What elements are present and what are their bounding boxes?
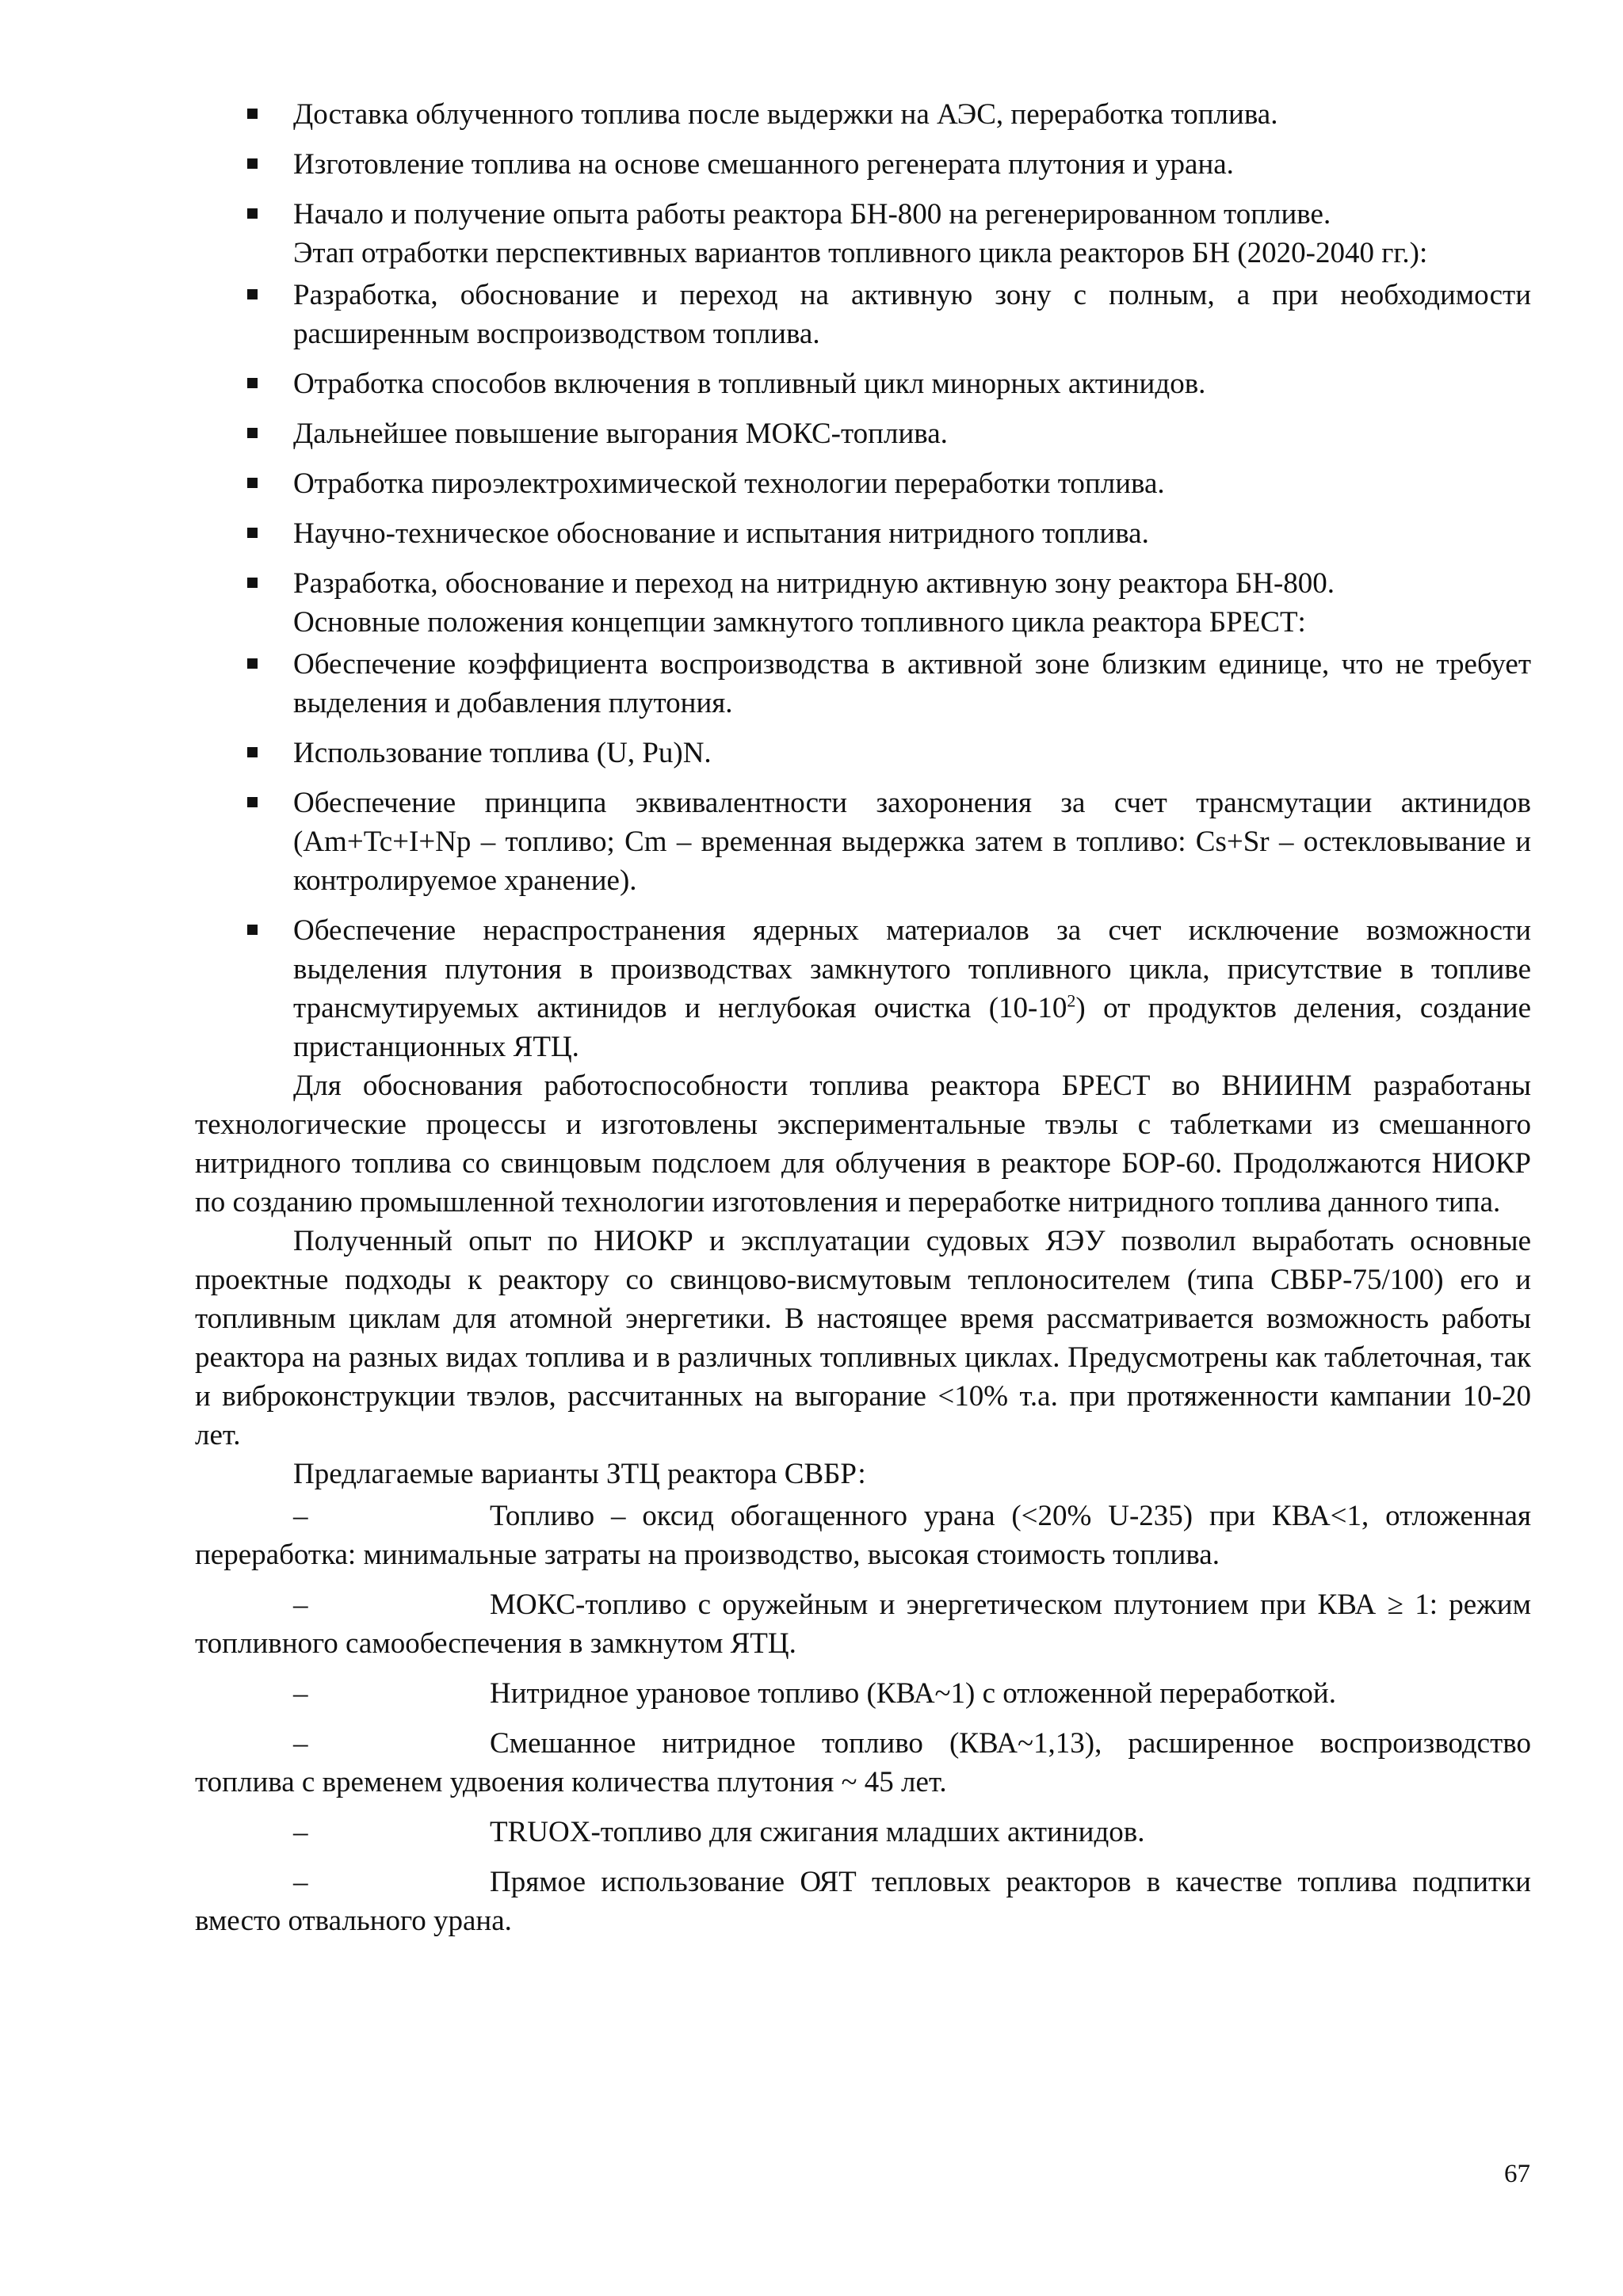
list-item: [195, 911, 1531, 1066]
list-item: [195, 645, 1531, 723]
list-item: [195, 364, 1531, 403]
dash-marker: –: [293, 1500, 308, 1532]
list-item: [195, 784, 1531, 900]
dash-list-item-text: Нитридное урановое топливо (КВА~1) с отложенной переработкой.: [490, 1677, 1336, 1710]
list-item-text: Разработка, обоснование и переход на активную зону с полным, а при необходимости расширенным воспроизводством топлива.: [293, 279, 1531, 350]
dash-list-item-text: TRUOX-топливо для сжигания младших актинидов.: [490, 1816, 1145, 1848]
square-bullet-icon: [247, 208, 258, 219]
square-bullet-icon: [247, 428, 258, 438]
dash-list-variants: [195, 1497, 1531, 1940]
dash-marker: –: [293, 1589, 308, 1621]
bullet-list-fuel-delivery: [195, 95, 1531, 234]
list-item-text: [293, 914, 1531, 1063]
square-bullet-icon: [247, 578, 258, 588]
list-item: [195, 514, 1531, 553]
paragraph-variants-heading: Предлагаемые варианты ЗТЦ реактора СВБР:: [293, 1458, 866, 1490]
document-page: [195, 95, 1531, 1951]
square-bullet-icon: [247, 658, 258, 669]
list-item: [195, 276, 1531, 353]
square-bullet-icon: [247, 478, 258, 488]
dash-list-item: [195, 1813, 1531, 1852]
square-bullet-icon: [247, 528, 258, 538]
dash-marker: –: [293, 1866, 308, 1898]
superscript: 2: [1067, 990, 1076, 1011]
list-item: [195, 145, 1531, 184]
dash-list-item: [195, 1863, 1531, 1940]
dash-list-item-text: Топливо – оксид обогащенного урана (<20% U-235) при КВА<1, отложенная переработка: минимальные затраты на производство, высокая стоимость топлива.: [195, 1500, 1531, 1571]
list-item-text: Отработка пироэлектрохимической технологии переработки топлива.: [293, 467, 1165, 500]
dash-list-item: [195, 1497, 1531, 1574]
dash-marker: –: [293, 1677, 308, 1710]
dash-list-item-text: Прямое использование ОЯТ тепловых реакторов в качестве топлива подпитки вместо отвального урана.: [195, 1866, 1531, 1937]
dash-list-item: [195, 1674, 1531, 1713]
list-item: [195, 564, 1531, 603]
list-item-text: Научно-техническое обоснование и испытания нитридного топлива.: [293, 517, 1149, 550]
list-item: [195, 734, 1531, 772]
dash-list-item: [195, 1724, 1531, 1802]
dash-list-item-text: Смешанное нитридное топливо (КВА~1,13), расширенное воспроизводство топлива с временем удвоения количества плутония ~ 45 лет.: [195, 1727, 1531, 1798]
dash-marker: –: [293, 1816, 308, 1848]
list-item: [195, 414, 1531, 453]
square-bullet-icon: [247, 747, 258, 757]
square-bullet-icon: [247, 289, 258, 299]
square-bullet-icon: [247, 109, 258, 119]
paragraph-stage-heading: Этап отработки перспективных вариантов топливного цикла реакторов БН (2020-2040 гг.):: [293, 237, 1428, 269]
square-bullet-icon: [247, 797, 258, 807]
list-item-text: Изготовление топлива на основе смешанного регенерата плутония и урана.: [293, 148, 1234, 181]
list-item-text: Разработка, обоснование и переход на нитридную активную зону реактора БН-800.: [293, 567, 1335, 600]
bullet-list-brest: [195, 645, 1531, 1066]
list-item-text-part: Обеспечение нераспространения ядерных материалов за счет исключение возможности выделения плутония в производствах замкнутого топливного цикла, присутствие в топливе трансмутируемых актинидов и неглубокая очистка (10-10: [293, 914, 1531, 1024]
square-bullet-icon: [247, 925, 258, 935]
list-item-text: Начало и получение опыта работы реактора БН-800 на регенерированном топливе.: [293, 198, 1331, 231]
list-item-text: Дальнейшее повышение выгорания МОКС-топлива.: [293, 418, 948, 450]
square-bullet-icon: [247, 378, 258, 388]
list-item: [195, 95, 1531, 134]
list-item-text: Отработка способов включения в топливный цикл минорных актинидов.: [293, 368, 1206, 400]
list-item-text: Обеспечение принципа эквивалентности захоронения за счет трансмутации актинидов (Am+Tc+I+Np – топливо; Cm – временная выдержка затем в топливо: Cs+Sr – остекловывание и контролируемое хранение).: [293, 787, 1531, 897]
list-item: [195, 195, 1531, 234]
bullet-list-bn-stage: [195, 276, 1531, 603]
dash-marker: –: [293, 1727, 308, 1760]
dash-list-item-text: МОКС-топливо с оружейным и энергетическом плутонием при КВА ≥ 1: режим топливного самообеспечения в замкнутом ЯТЦ.: [195, 1589, 1531, 1660]
page-number: 67: [1504, 2160, 1530, 2188]
paragraph-experience: Полученный опыт по НИОКР и эксплуатации судовых ЯЭУ позволил выработать основные проектные подходы к реактору со свинцово-висмутовым теплоносителем (типа СВБР-75/100) его и топливным циклам для атомной энергетики. В настоящее время рассматривается возможность работы реактора на разных видах топлива и в различных топливных циклах. Предусмотрены как таблеточная, так и виброконструкции твэлов, рассчитанных на выгорание <10% т.а. при протяженности кампании 10-20 лет.: [195, 1225, 1531, 1451]
list-item-text: Обеспечение коэффициента воспроизводства в активной зоне близким единице, что не требует выделения и добавления плутония.: [293, 648, 1531, 719]
dash-list-item: [195, 1585, 1531, 1663]
list-item: [195, 464, 1531, 503]
list-item-text: Доставка облученного топлива после выдержки на АЭС, переработка топлива.: [293, 98, 1278, 131]
square-bullet-icon: [247, 158, 258, 169]
paragraph-vniinm: Для обоснования работоспособности топлива реактора БРЕСТ во ВНИИНМ разработаны технологические процессы и изготовлены экспериментальные твэлы с таблетками из смешанного нитридного топлива со свинцовым подслоем для облучения в реакторе БОР-60. Продолжаются НИОКР по созданию промышленной технологии изготовления и переработке нитридного топлива данного типа.: [195, 1070, 1531, 1219]
paragraph-brest-concept: Основные положения концепции замкнутого топливного цикла реактора БРЕСТ:: [293, 606, 1306, 639]
list-item-text: Использование топлива (U, Pu)N.: [293, 737, 712, 769]
list-item-text-part: ) от продуктов деления, создание пристанционных ЯТЦ.: [293, 992, 1531, 1063]
